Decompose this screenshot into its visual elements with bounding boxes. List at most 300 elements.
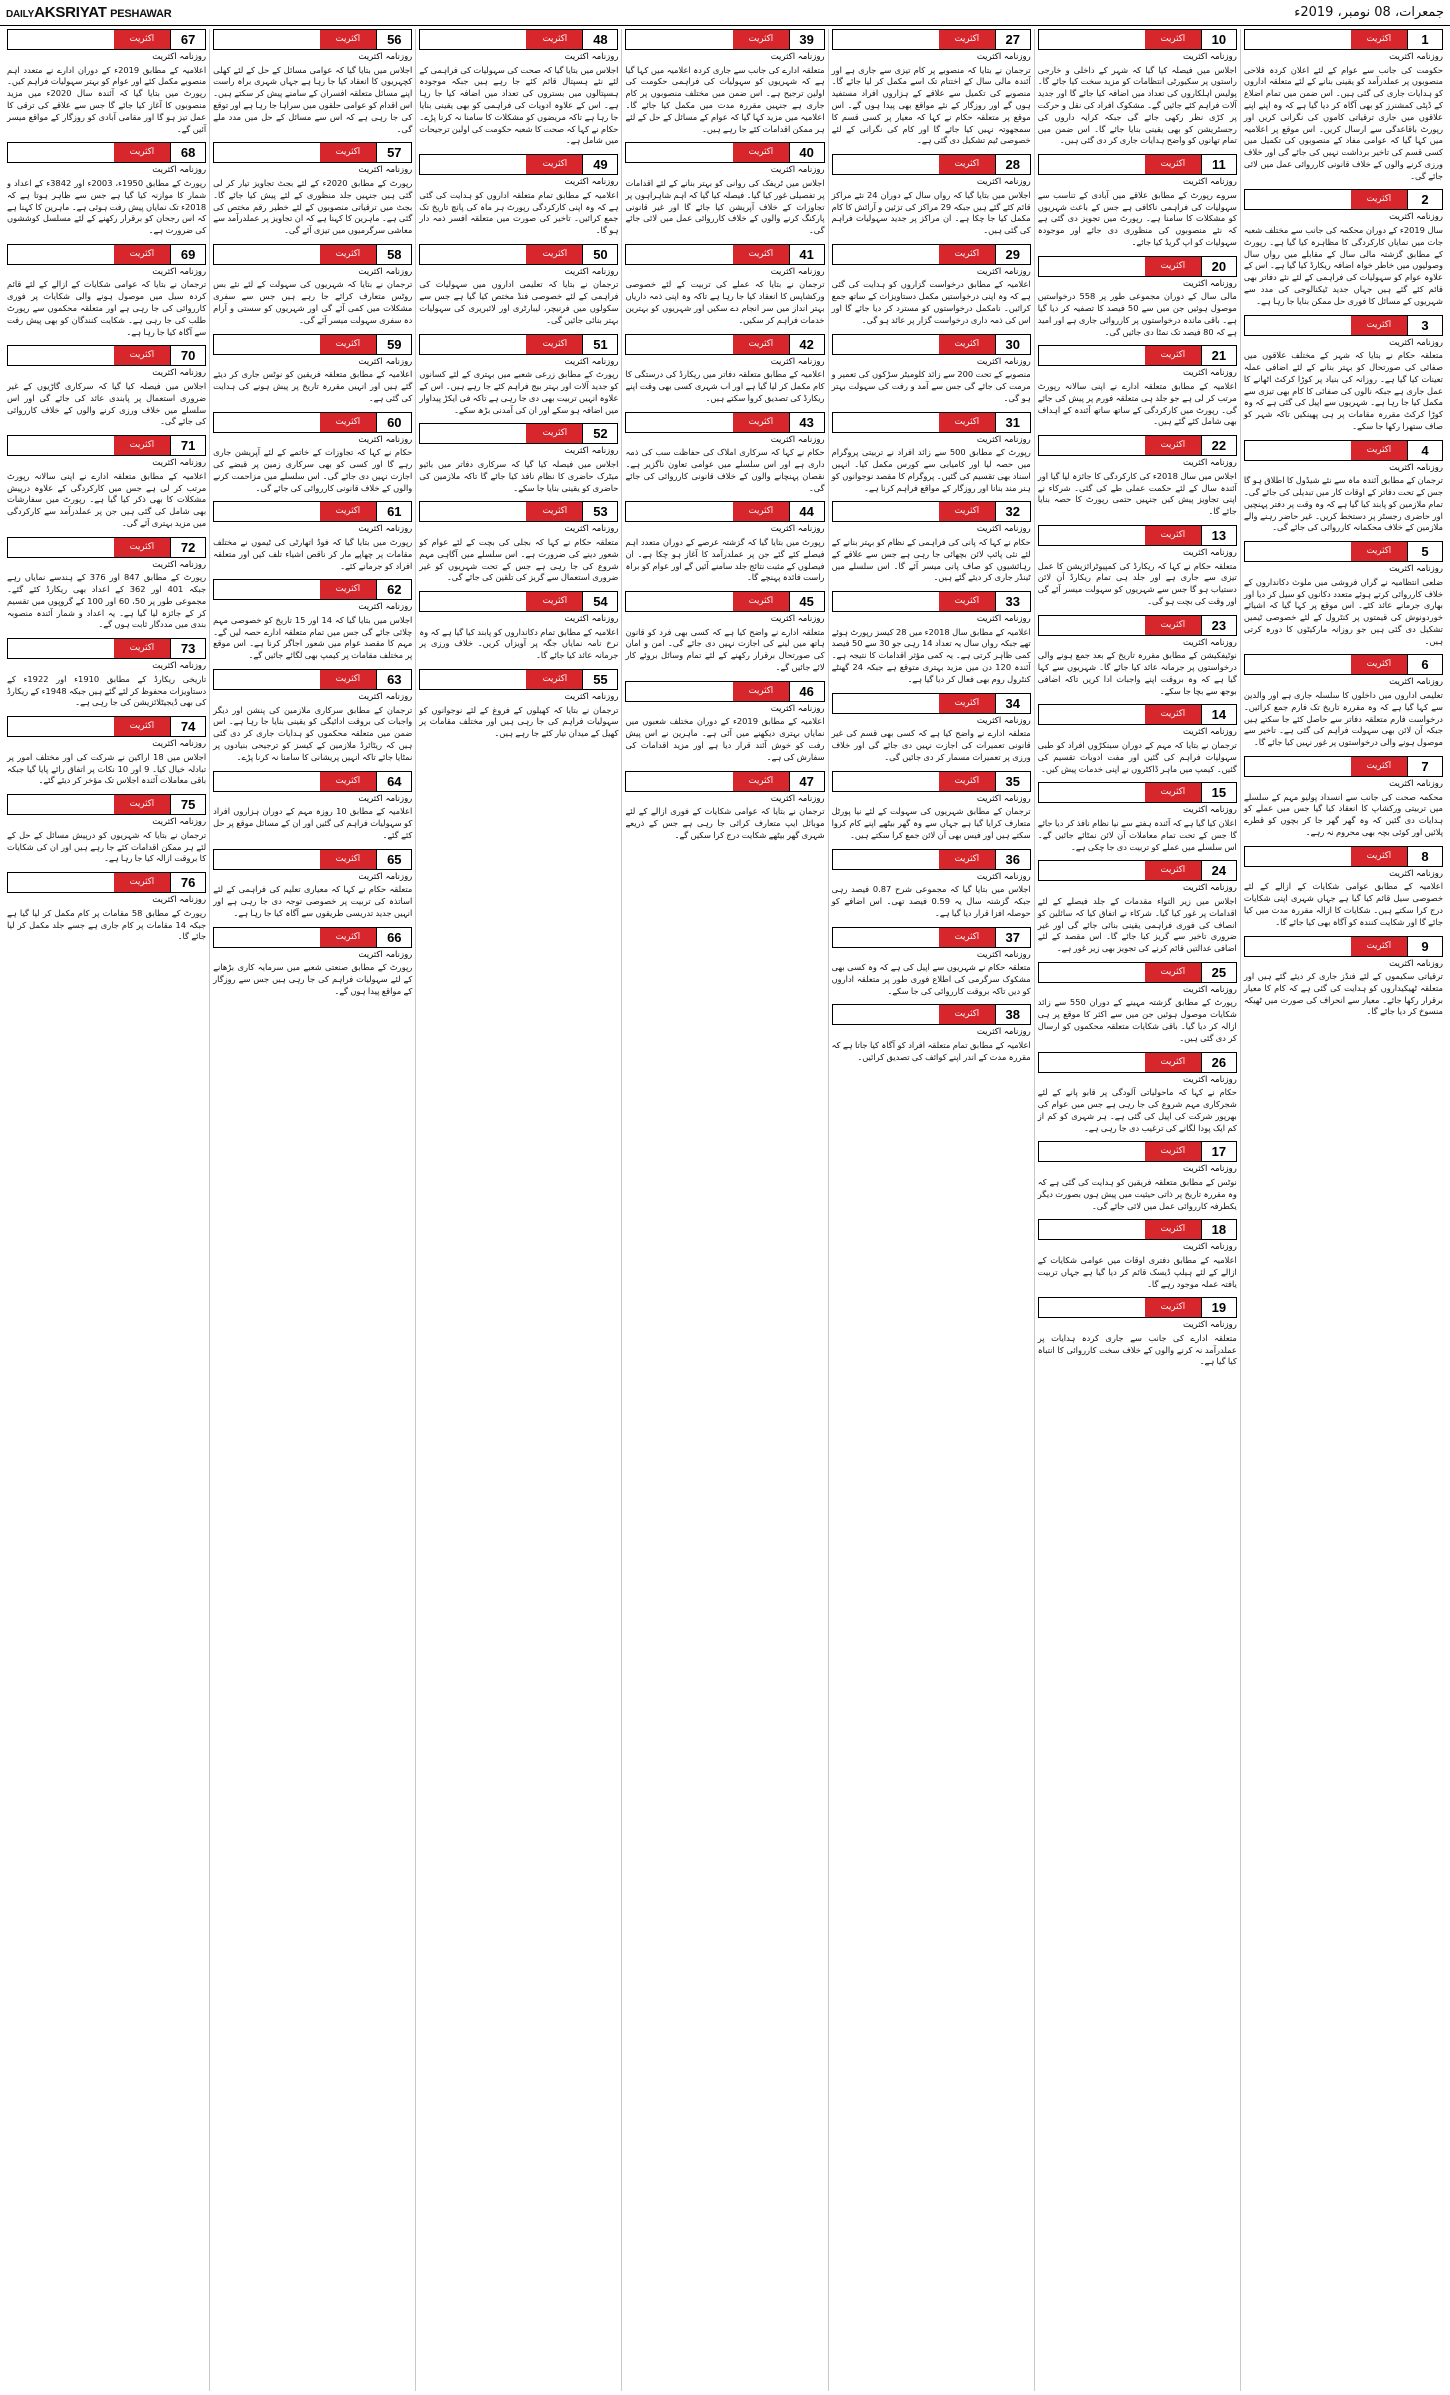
aksriyat-logo: [526, 335, 582, 354]
notice-number: 66: [376, 928, 411, 947]
notice-number: 46: [789, 682, 824, 701]
aksriyat-logo-text: اکثریت: [954, 338, 979, 349]
notice-header-spacer: [1245, 542, 1351, 561]
notice-header: [832, 591, 1031, 612]
aksriyat-logo-text: اکثریت: [336, 775, 361, 786]
aksriyat-logo: [939, 335, 995, 354]
aksriyat-logo-text: اکثریت: [336, 338, 361, 349]
notice-number: 7: [1407, 757, 1442, 776]
notice-number: 70: [170, 346, 205, 365]
notice-block: [419, 154, 618, 237]
notice-header-spacer: [1039, 30, 1145, 49]
notice-header-spacer: [833, 30, 939, 49]
notice-header-spacer: [8, 143, 114, 162]
notice-number: 23: [1201, 616, 1236, 635]
notice-subtitle: روزنامہ اکثریت: [1182, 278, 1237, 289]
notice-header: [1244, 936, 1443, 957]
aksriyat-logo-text: اکثریت: [336, 584, 361, 595]
notice-header-spacer: [833, 850, 939, 869]
notice-subtitle: روزنامہ اکثریت: [976, 1027, 1031, 1038]
notice-body-text: اجلاس میں بتایا گیا کہ صحت کی سہولیات کی فراہمی کے لئے نئے ہسپتال قائم کئے جا رہے ہیں جبکہ موجودہ ہسپتالوں میں بستروں کی تعداد میں اضافہ کیا جا رہا ہے۔ اس کے علاوہ ادویات کی فراہمی کو بھی یقینی بنایا جا رہا ہے تاکہ مریضوں کو مشکلات کا سامنا نہ کرنا پڑے۔ حکام نے کہا کہ صحت کا شعبہ حکومت کی اولین ترجیحات میں شامل ہے۔: [419, 64, 619, 146]
notice-number: 20: [1201, 257, 1236, 276]
notice-block: [213, 927, 412, 998]
aksriyat-logo-text: اکثریت: [542, 596, 567, 607]
aksriyat-logo-text: اکثریت: [542, 248, 567, 259]
aksriyat-logo: [1145, 436, 1201, 455]
notice-body-text: حکام نے کہا کہ سرکاری املاک کی حفاظت سب کی ذمہ داری ہے اور اس سلسلے میں عوامی تعاون ناگزیر ہے۔ نقصان پہنچانے والوں کے خلاف قانونی کارروائی کی جائے گی۔: [625, 447, 825, 493]
notice-subtitle: روزنامہ اکثریت: [1389, 958, 1443, 969]
notice-number: 44: [789, 502, 824, 521]
notice-body-text: ترجمان نے بتایا کہ شہریوں کو درپیش مسائل کے حل کے لئے ہر ممکن اقدامات کئے جا رہے ہیں اور ان کی شکایات کا بروقت ازالہ کیا جا رہا ہے۔: [7, 829, 207, 864]
notice-subtitle: روزنامہ اکثریت: [1182, 1242, 1237, 1253]
aksriyat-logo: [114, 873, 170, 892]
aksriyat-logo: [939, 1005, 995, 1024]
notice-header: [7, 435, 206, 456]
notice-subtitle: روزنامہ اکثریت: [152, 895, 207, 906]
notice-number: 74: [170, 717, 205, 736]
notice-block: [625, 591, 824, 674]
notice-header-spacer: [626, 772, 732, 791]
aksriyat-logo: [939, 694, 995, 713]
aksriyat-logo-text: اکثریت: [748, 147, 773, 158]
aksriyat-logo: [1145, 861, 1201, 880]
aksriyat-logo: [320, 502, 376, 521]
notice-header: [1038, 1297, 1237, 1318]
aksriyat-logo-text: اکثریت: [1366, 761, 1392, 771]
notice-subtitle: روزنامہ اکثریت: [976, 614, 1031, 625]
notice-header-spacer: [833, 335, 939, 354]
notice-subtitle: روزنامہ اکثریت: [564, 177, 619, 188]
notice-header: [625, 244, 824, 265]
notice-header-spacer: [420, 670, 526, 689]
notice-number: 49: [582, 155, 617, 174]
notice-subtitle: روزنامہ اکثریت: [770, 703, 825, 714]
notice-header-spacer: [1039, 1220, 1145, 1239]
notice-header-spacer: [1039, 257, 1145, 276]
notice-header-spacer: [1039, 783, 1145, 802]
notice-number: 75: [170, 795, 205, 814]
notice-subtitle: روزنامہ اکثریت: [358, 793, 413, 804]
notice-number: 39: [789, 30, 824, 49]
aksriyat-logo-text: اکثریت: [129, 147, 155, 158]
notice-body-text: تاریخی ریکارڈ کے مطابق 1910ء اور 1922ء کے دستاویزات محفوظ کر لئے گئے ہیں جبکہ 1948ء کے ریکارڈ کی بھی ڈیجیٹلائزیشن کی جا رہی ہے۔: [7, 673, 207, 708]
notice-subtitle: روزنامہ اکثریت: [152, 739, 207, 750]
notice-header-spacer: [1039, 616, 1145, 635]
notice-block: [419, 423, 618, 494]
notice-body-text: حکام نے کہا کہ ماحولیاتی آلودگی پر قابو پانے کے لئے شجرکاری مہم شروع کی جا رہی ہے جس میں عوام کی بھرپور شرکت کی اپیل کی گئی ہے۔ ہر شہری کو کم از کم ایک پودا لگانے کی ترغیب دی جا رہی ہے۔: [1037, 1087, 1237, 1133]
aksriyat-logo: [939, 592, 995, 611]
aksriyat-logo: [114, 245, 170, 264]
notice-block: [832, 927, 1031, 998]
notice-number: 62: [376, 580, 411, 599]
notice-number: 52: [582, 424, 617, 443]
notice-subtitle: روزنامہ اکثریت: [152, 165, 207, 176]
notice-block: [1244, 315, 1443, 433]
notice-header-spacer: [1039, 155, 1145, 174]
notice-number: 18: [1201, 1220, 1236, 1239]
notice-header: [213, 412, 412, 433]
notice-header-spacer: [420, 245, 526, 264]
notice-number: 53: [582, 502, 617, 521]
notice-header: [1038, 1052, 1237, 1073]
aksriyat-logo: [939, 245, 995, 264]
notice-header: [213, 334, 412, 355]
notice-subtitle: روزنامہ اکثریت: [152, 52, 207, 62]
notice-header-spacer: [214, 850, 320, 869]
aksriyat-logo: [320, 30, 376, 49]
aksriyat-logo-text: اکثریت: [336, 853, 361, 864]
notice-number: 8: [1407, 847, 1442, 866]
notice-subtitle: روزنامہ اکثریت: [1389, 677, 1443, 688]
notice-body-text: اعلامیہ کے مطابق تمام متعلقہ اداروں کو ہدایت کی گئی ہے کہ وہ اپنی کارکردگی رپورٹ ہر ماہ کی پانچ تاریخ تک جمع کرائیں۔ تاخیر کی صورت میں متعلقہ افسر ذمہ دار ہو گا۔: [419, 189, 619, 236]
notice-block: [7, 435, 206, 530]
notice-body-text: ترجمان نے بتایا کہ شہریوں کی سہولت کے لئے نئے بس روٹس متعارف کرائے جا رہے ہیں جس سے سفری مشکلات میں کمی آئے گی اور شہریوں کو سستی و آرام دہ سفری سہولت میسر آئے گی۔: [213, 279, 413, 325]
notice-block: [7, 638, 206, 709]
notice-number: 72: [170, 538, 205, 557]
notice-number: 67: [170, 30, 205, 49]
notice-subtitle: روزنامہ اکثریت: [770, 266, 825, 277]
notice-header-spacer: [420, 335, 526, 354]
notice-body-text: اجلاس میں بتایا گیا کہ عوامی مسائل کے حل کے لئے کھلی کچہریوں کا انعقاد کیا جا رہا ہے جہاں شہری براہ راست اپنے مسائل متعلقہ افسران کے سامنے پیش کر سکتے ہیں۔ اس اقدام کو عوامی حلقوں میں سراہا جا رہا ہے اور توقع کی جا رہی ہے کہ اس سے مسائل کے حل میں مدد ملے گی۔: [213, 64, 413, 134]
aksriyat-logo: [939, 502, 995, 521]
aksriyat-logo: [526, 245, 582, 264]
notice-body-text: رپورٹ کے مطابق 847 اور 376 کے ہندسے نمایاں رہے جبکہ 401 اور 362 کے اعداد بھی ریکارڈ کئے گئے۔ مجموعی طور پر 50، 60 اور 100 کے گروپوں میں تقسیم کر کے جائزہ لیا گیا ہے۔ یہ اعداد و شمار آئندہ منصوبہ بندی میں مددگار ثابت ہوں گے۔: [7, 572, 207, 630]
aksriyat-logo-text: اکثریت: [1160, 34, 1186, 44]
notice-header-spacer: [1245, 655, 1351, 674]
notice-header-spacer: [833, 1005, 939, 1024]
notice-body-text: ترجمان نے بتایا کہ تعلیمی اداروں میں سہولیات کی فراہمی کے لئے خصوصی فنڈ مختص کیا گیا ہے جس سے سکولوں میں فرنیچر، لیبارٹری اور لائبریری کی سہولیات بہتر بنائی جائیں گی۔: [419, 279, 619, 325]
aksriyat-logo: [939, 155, 995, 174]
notice-block: [1038, 615, 1237, 698]
notice-block: [1038, 1052, 1237, 1135]
notice-subtitle: روزنامہ اکثریت: [1182, 1164, 1237, 1175]
notice-number: 45: [789, 592, 824, 611]
notice-header: [832, 693, 1031, 714]
notice-block: [419, 29, 618, 147]
notice-subtitle: روزنامہ اکثریت: [358, 949, 413, 960]
notice-subtitle: روزنامہ اکثریت: [152, 458, 207, 469]
aksriyat-logo: [1351, 847, 1407, 866]
notice-subtitle: روزنامہ اکثریت: [152, 661, 207, 672]
notice-subtitle: روزنامہ اکثریت: [564, 356, 619, 367]
notice-number: 2: [1407, 190, 1442, 209]
notice-subtitle: روزنامہ اکثریت: [1389, 337, 1443, 348]
notice-body-text: منصوبے کے تحت 200 سے زائد کلومیٹر سڑکوں کی تعمیر و مرمت کی جائے گی جس سے آمد و رفت کی سہولت بہتر ہو گی۔: [831, 369, 1031, 403]
notice-header: [625, 412, 824, 433]
notice-header: [419, 501, 618, 522]
aksriyat-logo-text: اکثریت: [542, 674, 567, 685]
notice-number: 17: [1201, 1142, 1236, 1161]
notice-block: [1038, 29, 1237, 147]
aksriyat-logo: [1145, 1142, 1201, 1161]
notice-number: 57: [376, 143, 411, 162]
notice-body-text: اجلاس میں سال 2018ء کی کارکردگی کا جائزہ لیا گیا اور آئندہ سال کے لئے حکمت عملی طے کی گئی۔ شرکاء نے اپنی تجاویز پیش کیں جنہیں حتمی رپورٹ کا حصہ بنایا جائے گا۔: [1037, 470, 1237, 517]
notice-header: [7, 244, 206, 265]
notice-header: [832, 154, 1031, 175]
notice-header: [832, 334, 1031, 355]
notice-header: [625, 29, 824, 50]
aksriyat-logo-text: اکثریت: [1160, 350, 1186, 361]
notice-header: [1038, 704, 1237, 725]
notice-number: 15: [1201, 783, 1236, 802]
notice-header-spacer: [833, 502, 939, 521]
notice-body-text: ترجمان کے مطابق شہریوں کی سہولت کے لئے نیا پورٹل متعارف کرایا گیا ہے جہاں سے وہ گھر بیٹھے اپنے کام کروا سکتے ہیں اور فیس بھی آن لائن جمع کرا سکتے ہیں۔: [831, 806, 1031, 840]
notice-subtitle: روزنامہ اکثریت: [1182, 368, 1237, 379]
notice-body-text: متعلقہ حکام نے شہریوں سے اپیل کی ہے کہ وہ کسی بھی مشکوک سرگرمی کی اطلاع فوری طور پر متعلقہ اداروں کو دیں تاکہ بروقت کارروائی کی جا سکے۔: [831, 962, 1031, 996]
notice-header: [213, 771, 412, 792]
notice-block: [1038, 525, 1237, 608]
notice-number: 61: [376, 502, 411, 521]
notice-subtitle: روزنامہ اکثریت: [976, 793, 1031, 804]
notice-header: [419, 423, 618, 444]
notice-header-spacer: [833, 245, 939, 264]
notice-block: [1038, 704, 1237, 775]
aksriyat-logo: [320, 143, 376, 162]
notice-block: [7, 537, 206, 632]
masthead-daily-label: DAILY: [6, 9, 35, 20]
aksriyat-logo-text: اکثریت: [336, 506, 361, 517]
aksriyat-logo: [1145, 1053, 1201, 1072]
notice-header: [1244, 315, 1443, 336]
notice-header: [7, 29, 206, 50]
aksriyat-logo-text: اکثریت: [336, 34, 361, 44]
aksriyat-logo: [1351, 190, 1407, 209]
notice-number: 22: [1201, 436, 1236, 455]
notice-block: [625, 29, 824, 135]
notice-header-spacer: [420, 30, 526, 49]
notice-header-spacer: [626, 335, 732, 354]
notice-block: [213, 334, 412, 405]
notice-subtitle: روزنامہ اکثریت: [770, 793, 825, 804]
notice-body-text: اعلامیہ کے مطابق 2019ء کے دوران مختلف شعبوں میں نمایاں بہتری دیکھنے میں آئی ہے۔ ماہرین نے اس پیش رفت کو خوش آئند قرار دیا ہے اور مزید اقدامات کی سفارش کی ہے۔: [625, 716, 825, 762]
notice-subtitle: روزنامہ اکثریت: [358, 356, 413, 367]
notice-number: 36: [995, 850, 1030, 869]
notice-number: 35: [995, 772, 1030, 791]
aksriyat-logo-text: اکثریت: [954, 775, 979, 786]
notice-header-spacer: [420, 502, 526, 521]
notice-body-text: متعلقہ حکام نے کہا کہ بجلی کی بچت کے لئے عوام کو شعور دینے کی ضرورت ہے۔ اس سلسلے میں آگاہی مہم شروع کی جا رہی ہے جس کے تحت شہریوں کو غیر ضروری استعمال سے گریز کی تلقین کی جائے گی۔: [419, 536, 619, 583]
aksriyat-logo-text: اکثریت: [748, 416, 773, 427]
notice-body-text: تعلیمی اداروں میں داخلوں کا سلسلہ جاری ہے اور والدین سے کہا گیا ہے کہ وہ مقررہ تاریخ تک فارم جمع کرائیں۔ درخواست فارم متعلقہ دفاتر سے حاصل کئے جا سکتے ہیں جبکہ آن لائن بھی سہولت فراہم کی گئی ہے۔ تاخیر سے موصول ہونے والی درخواستوں پر غور نہیں کیا جائے گا۔: [1243, 690, 1443, 748]
notice-header-spacer: [626, 682, 732, 701]
notice-block: [1038, 345, 1237, 428]
aksriyat-logo: [733, 592, 789, 611]
notice-header: [419, 669, 618, 690]
aksriyat-logo-text: اکثریت: [1366, 34, 1392, 44]
notice-block: [832, 334, 1031, 405]
notice-header-spacer: [8, 538, 114, 557]
aksriyat-logo-text: اکثریت: [336, 416, 361, 427]
notice-body-text: اعلان کیا گیا ہے کہ آئندہ ہفتے سے نیا نظام نافذ کر دیا جائے گا جس کے تحت تمام معاملات آن لائن نمٹائے جائیں گے۔ اس سلسلے میں عملے کو تربیت دی جا چکی ہے۔: [1037, 817, 1237, 852]
notice-number: 9: [1407, 937, 1442, 956]
notice-column: [1240, 29, 1446, 2391]
notice-block: [832, 591, 1031, 686]
notice-header: [1244, 440, 1443, 461]
notice-subtitle: روزنامہ اکثریت: [358, 871, 413, 882]
notice-body-text: اجلاس میں فیصلہ کیا گیا کہ سرکاری دفاتر میں بائیو میٹرک حاضری کا نظام نافذ کیا جائے گا تاکہ ملازمین کی حاضری کو یقینی بنایا جا سکے۔: [419, 458, 619, 493]
aksriyat-logo: [1145, 783, 1201, 802]
aksriyat-logo: [320, 850, 376, 869]
notice-header: [625, 501, 824, 522]
notice-subtitle: روزنامہ اکثریت: [152, 559, 207, 570]
aksriyat-logo: [1351, 757, 1407, 776]
aksriyat-logo-text: اکثریت: [129, 440, 155, 451]
notice-body-text: اعلامیہ کے مطابق 10 روزہ مہم کے دوران ہزاروں افراد کو سہولیات فراہم کی گئیں اور ان کے مسائل موقع پر حل کئے گئے۔: [213, 806, 413, 840]
aksriyat-logo: [114, 639, 170, 658]
notice-number: 60: [376, 413, 411, 432]
notice-body-text: اعلامیہ کے مطابق متعلقہ دفاتر میں ریکارڈ کی درستگی کا کام مکمل کر لیا گیا ہے اور اب شہری کسی بھی وقت اپنے ریکارڈ کی تصدیق کروا سکتے ہیں۔: [625, 369, 825, 403]
notice-block: [625, 334, 824, 405]
notice-block: [419, 501, 618, 584]
aksriyat-logo-text: اکثریت: [1366, 850, 1392, 861]
aksriyat-logo: [1145, 346, 1201, 365]
notice-number: 76: [170, 873, 205, 892]
notice-body-text: ترجمان کے مطابق سرکاری ملازمین کی پنشن اور دیگر واجبات کی بروقت ادائیگی کو یقینی بنایا جا رہا ہے۔ اس ضمن میں متعلقہ محکموں کو ہدایات جاری کر دی گئی ہیں کہ ریٹائرڈ ملازمین کے کیسز کو ترجیحی بنیادوں پر نمٹایا جائے تاکہ انہیں پریشانی کا سامنا نہ کرنا پڑے۔: [213, 704, 413, 762]
notice-block: [832, 771, 1031, 842]
notice-body-text: رپورٹ کے مطابق 500 سے زائد افراد نے تربیتی پروگرام میں حصہ لیا اور کامیابی سے کورس مکمل کیا۔ انہیں اسناد بھی تقسیم کی گئیں۔ پروگرام کا مقصد نوجوانوں کو ہنر مند بنانا اور روزگار کے مواقع فراہم کرنا ہے۔: [831, 447, 1031, 493]
notice-body-text: اعلامیہ کے مطابق دفتری اوقات میں عوامی شکایات کے ازالے کے لئے ہیلپ ڈیسک قائم کر دیا گیا ہے جہاں تربیت یافتہ عملہ موجود رہے گا۔: [1037, 1254, 1237, 1289]
notice-block: [419, 334, 618, 417]
notice-block: [1244, 541, 1443, 647]
notice-block: [419, 669, 618, 740]
notice-header: [213, 29, 412, 50]
notice-number: 34: [995, 694, 1030, 713]
aksriyat-logo: [114, 30, 170, 49]
notice-body-text: مالی سال کے دوران مجموعی طور پر 558 درخواستیں موصول ہوئیں جن میں سے 50 فیصد کا تصفیہ کر دیا گیا ہے۔ باقی ماندہ درخواستوں پر کارروائی جاری ہے اور امید ہے کہ 80 فیصد تک نمٹا دی جائیں گی۔: [1037, 291, 1237, 337]
notice-header: [213, 927, 412, 948]
masthead: [0, 0, 1450, 26]
notice-block: [1244, 846, 1443, 929]
notice-header-spacer: [214, 772, 320, 791]
notice-number: 24: [1201, 861, 1236, 880]
notice-subtitle: روزنامہ اکثریت: [564, 266, 619, 277]
aksriyat-logo: [526, 155, 582, 174]
notice-header-spacer: [214, 670, 320, 689]
aksriyat-logo: [526, 592, 582, 611]
notice-header-spacer: [626, 592, 732, 611]
notice-header: [1038, 782, 1237, 803]
notice-block: [213, 669, 412, 764]
aksriyat-logo-text: اکثریت: [954, 1009, 979, 1020]
notice-body-text: اجلاس میں 18 اراکین نے شرکت کی اور مختلف امور پر تبادلہ خیال کیا۔ 9 اور 10 نکات پر اتفاق رائے پایا گیا جبکہ باقی معاملات آئندہ اجلاس تک مؤخر کر دیئے گئے۔: [7, 751, 207, 786]
aksriyat-logo-text: اکثریت: [954, 248, 979, 259]
notice-header: [1244, 29, 1443, 50]
notice-header-spacer: [214, 928, 320, 947]
aksriyat-logo: [1145, 30, 1201, 49]
masthead-date: جمعرات، 08 نومبر، 2019ء: [1294, 5, 1444, 20]
aksriyat-logo-text: اکثریت: [954, 596, 979, 607]
masthead-brand-name: AKSRIYAT: [34, 4, 107, 21]
notice-number: 10: [1201, 30, 1236, 49]
notice-subtitle: روزنامہ اکثریت: [1182, 52, 1237, 62]
notice-block: [625, 771, 824, 842]
notice-block: [1038, 154, 1237, 249]
notice-header: [625, 591, 824, 612]
aksriyat-logo-text: اکثریت: [1366, 940, 1392, 951]
masthead-city: PESHAWAR: [110, 8, 172, 20]
notice-body-text: رپورٹ کے مطابق گزشتہ مہینے کے دوران 550 سے زائد شکایات موصول ہوئیں جن میں سے اکثر کا موقع پر ہی ازالہ کر دیا گیا۔ باقی شکایات متعلقہ محکموں کو ارسال کر دی گئی ہیں۔: [1037, 997, 1237, 1043]
aksriyat-logo: [526, 424, 582, 443]
notice-number: 13: [1201, 526, 1236, 545]
notice-header: [213, 501, 412, 522]
notice-subtitle: روزنامہ اکثریت: [976, 52, 1031, 62]
notice-body-text: سال 2019ء کے دوران محکمہ کی جانب سے مختلف شعبہ جات میں نمایاں کارکردگی کا مظاہرہ کیا گیا ہے۔ رپورٹ کے مطابق گزشتہ مالی سال کے مقابلے میں رواں سال وصولیوں میں خاطر خواہ اضافہ ریکارڈ کیا گیا ہے۔ اس کے علاوہ عوام کو سہولیات کی فراہمی کے لئے نئے دفاتر بھی قائم کئے گئے ہیں جہاں جدید ٹیکنالوجی کی مدد سے شہریوں کے مسائل کا فوری حل ممکن بنایا جا رہا ہے۔: [1243, 225, 1443, 306]
aksriyat-logo: [114, 538, 170, 557]
notice-header: [832, 927, 1031, 948]
aksriyat-logo-text: اکثریت: [129, 350, 155, 361]
notice-subtitle: روزنامہ اکثریت: [358, 165, 413, 176]
notice-number: 37: [995, 928, 1030, 947]
notice-block: [213, 501, 412, 572]
notice-subtitle: روزنامہ اکثریت: [1182, 1320, 1237, 1331]
aksriyat-logo-text: اکثریت: [1160, 1302, 1186, 1313]
notice-body-text: اعلامیہ کے مطابق متعلقہ فریقین کو نوٹس جاری کر دیئے گئے ہیں اور انہیں مقررہ تاریخ پر پیش ہونے کی ہدایت کی گئی ہے۔: [213, 369, 413, 403]
notice-block: [213, 849, 412, 920]
aksriyat-logo-text: اکثریت: [1160, 966, 1186, 977]
notice-header: [832, 244, 1031, 265]
notice-header: [419, 154, 618, 175]
notice-block: [625, 244, 824, 327]
notice-header-spacer: [1039, 705, 1145, 724]
notice-header-spacer: [214, 30, 320, 49]
notice-subtitle: روزنامہ اکثریت: [1182, 177, 1237, 188]
aksriyat-logo-text: اکثریت: [336, 931, 361, 942]
notice-block: [7, 345, 206, 428]
notice-body-text: حکومت کی جانب سے عوام کے لئے اعلان کردہ فلاحی منصوبوں پر عملدرآمد کو یقینی بنانے کے لئے متعلقہ اداروں کو ہدایات جاری کی گئی ہیں۔ اس ضمن میں تمام اضلاع کے ڈپٹی کمشنرز کو بھی آگاہ کر دیا گیا ہے کہ وہ اپنے اپنے علاقوں میں جاری ترقیاتی کاموں کی نگرانی کریں اور رپورٹ باقاعدگی سے ارسال کریں۔ اس موقع پر اعلامیہ میں کہا گیا کہ عوامی مفاد کے منصوبوں کی تکمیل میں کسی قسم کی تاخیر برداشت نہیں کی جائے گی اور خلاف ورزی کرنے والوں کے خلاف قانونی کارروائی عمل میں لائی جائے گی۔: [1243, 64, 1443, 181]
notice-block: [1038, 962, 1237, 1045]
notice-header-spacer: [214, 143, 320, 162]
notice-header-spacer: [1039, 436, 1145, 455]
notice-body-text: اجلاس میں بتایا گیا کہ مجموعی شرح 0.87 فیصد رہی جبکہ گزشتہ سال یہ 0.59 فیصد تھی۔ اس اضافے کو حوصلہ افزا قرار دیا گیا ہے۔: [831, 884, 1031, 918]
notice-body-text: اعلامیہ کے مطابق سال 2018ء میں 28 کیسز رپورٹ ہوئے تھے جبکہ رواں سال یہ تعداد 14 رہی جو 30 سے 50 فیصد کمی ظاہر کرتی ہے۔ یہ کمی مؤثر اقدامات کا نتیجہ ہے۔ آئندہ 120 دن میں مزید بہتری متوقع ہے جبکہ 24 گھنٹے کنٹرول روم بھی فعال کر دیا گیا ہے۔: [831, 626, 1031, 684]
notice-header: [1038, 1141, 1237, 1162]
aksriyat-logo-text: اکثریت: [1160, 1146, 1186, 1157]
notice-header-spacer: [833, 772, 939, 791]
notice-body-text: متعلقہ حکام نے بتایا کہ شہر کے مختلف علاقوں میں صفائی کی صورتحال کو بہتر بنانے کے لئے اضافی عملہ تعینات کیا گیا ہے۔ روزانہ کی بنیاد پر کوڑا کرکٹ اٹھانے کا عمل جاری ہے جبکہ نالوں کی صفائی کا کام بھی تیزی سے مکمل کیا جا رہا ہے۔ شہریوں سے اپیل کی گئی ہے کہ وہ کوڑا کرکٹ مقررہ مقامات پر ہی پھینکیں تاکہ شہر کو صاف ستھرا رکھا جا سکے۔: [1243, 350, 1443, 431]
aksriyat-logo-text: اکثریت: [1366, 659, 1392, 670]
aksriyat-logo: [733, 30, 789, 49]
aksriyat-logo: [526, 502, 582, 521]
notice-header: [1244, 654, 1443, 675]
aksriyat-logo-text: اکثریت: [336, 674, 361, 685]
notice-header: [213, 579, 412, 600]
notice-header: [7, 638, 206, 659]
notice-header-spacer: [8, 245, 114, 264]
notice-body-text: اعلامیہ کے مطابق درخواست گزاروں کو ہدایت کی گئی ہے کہ وہ اپنی درخواستیں مکمل دستاویزات کے ساتھ جمع کرائیں۔ نامکمل درخواستوں کو مسترد کر دیا جائے گا اور اس کی ذمہ داری درخواست گزار پر عائد ہو گی۔: [831, 279, 1031, 325]
notice-number: 25: [1201, 963, 1236, 982]
aksriyat-logo-text: اکثریت: [1160, 159, 1186, 170]
notice-block: [625, 142, 824, 237]
aksriyat-logo: [1351, 30, 1407, 49]
notice-block: [419, 591, 618, 662]
notice-subtitle: روزنامہ اکثریت: [1389, 779, 1443, 789]
notice-subtitle: روزنامہ اکثریت: [358, 266, 413, 277]
notice-header-spacer: [8, 873, 114, 892]
aksriyat-logo-text: اکثریت: [954, 34, 979, 44]
notice-body-text: محکمہ صحت کی جانب سے انسداد پولیو مہم کے سلسلے میں تربیتی ورکشاپ کا انعقاد کیا گیا جس میں عملے کو ہدایات دی گئیں کہ وہ گھر گھر جا کر بچوں کو قطرے پلائیں اور کوئی بچہ بھی محروم نہ رہے۔: [1243, 791, 1443, 837]
notice-number: 54: [582, 592, 617, 611]
notice-body-text: اجلاس میں زیر التواء مقدمات کے جلد فیصلے کے لئے اقدامات پر غور کیا گیا۔ شرکاء نے اتفاق کیا کہ سائلین کو انصاف کی فوری فراہمی یقینی بنائی جائے گی اور غیر ضروری تاخیر سے گریز کیا جائے گا۔ اس مقصد کے لئے اضافی عدالتیں قائم کرنے کی تجویز بھی زیر غور ہے۔: [1037, 895, 1237, 954]
notice-header-spacer: [8, 717, 114, 736]
notice-header-spacer: [1245, 190, 1351, 209]
notice-header: [832, 412, 1031, 433]
notice-body-text: نوٹس کے مطابق متعلقہ فریقین کو ہدایت کی گئی ہے کہ وہ مقررہ تاریخ پر ذاتی حیثیت میں پیش ہوں بصورت دیگر یکطرفہ کارروائی عمل میں لائی جائے گی۔: [1037, 1176, 1237, 1211]
notice-subtitle: روزنامہ اکثریت: [976, 356, 1031, 367]
notice-block: [1038, 1141, 1237, 1212]
notice-body-text: رپورٹ میں بتایا گیا کہ فوڈ اتھارٹی کی ٹیموں نے مختلف مقامات پر چھاپے مار کر ناقص اشیاء تلف کیں اور متعلقہ افراد کو جرمانے کئے۔: [213, 536, 413, 571]
notice-body-text: اجلاس میں فیصلہ کیا گیا کہ سرکاری گاڑیوں کے غیر ضروری استعمال پر پابندی عائد کی جائے گی اور اس سلسلے میں خلاف ورزی کرنے والوں کے خلاف کارروائی کی جائے گی۔: [7, 381, 207, 427]
notice-header: [1038, 154, 1237, 175]
